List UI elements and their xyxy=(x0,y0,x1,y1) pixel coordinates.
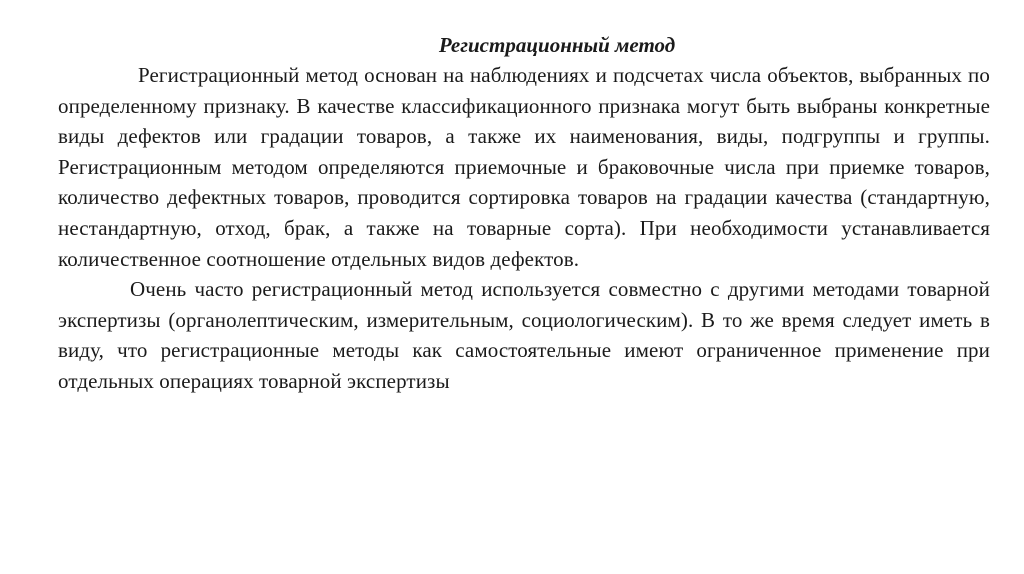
paragraph-1: Регистрационный метод основан на наблюдениях и подсчетах числа объектов, выбранных по определенному признаку. В качестве классификационного признака могут быть выбраны конкретные виды дефектов или градации товаров, а также их наименования, виды, подгруппы и группы. Регистрационным методом определяются приемочные и браковочные числа при приемке товаров, количество дефектных товаров, проводится сортировка товаров на градации качества (стандартную, нестандартную, отход, брак, а также на товарные сорта). При необходимости устанавливается количественное соотношение отдельных видов дефектов. xyxy=(58,63,990,271)
paragraph-2: Очень часто регистрационный метод используется совместно с другими методами товарной экспертизы (органолептическим, измерительным, социологическим). В то же время следует иметь в виду, что регистрационные методы как самостоятельные имеют ограниченное применение при отдельных операциях товарной экспертизы xyxy=(58,277,990,393)
slide-body xyxy=(58,60,990,397)
slide-title: Регистрационный метод xyxy=(438,33,676,57)
